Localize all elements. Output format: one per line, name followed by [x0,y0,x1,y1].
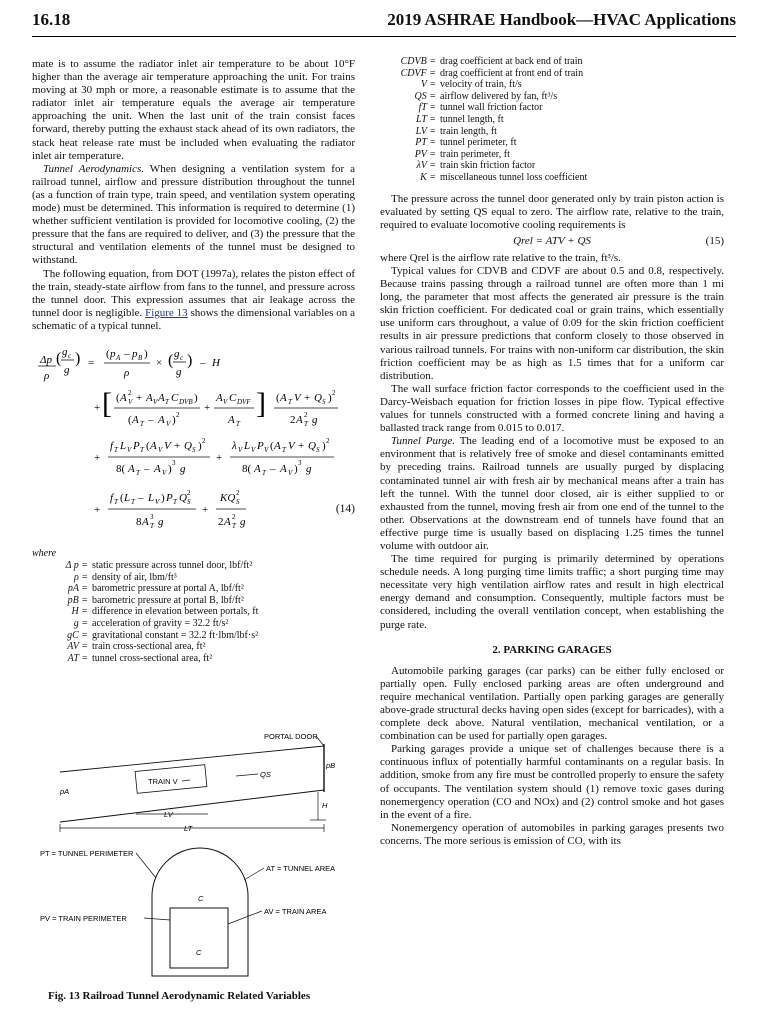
svg-text:–: – [138,491,144,504]
right-column [380,56,724,848]
pb-label: pB [326,761,336,770]
svg-text:g: g [312,413,318,426]
svg-text:V: V [288,468,293,477]
svg-text:(: ( [276,391,280,404]
symbol-key: Δ p = [65,560,88,572]
symbol-desc: train perimeter, ft [440,148,510,160]
svg-text:A: A [224,515,231,528]
svg-text:S: S [192,445,196,454]
symbol-key: g = [73,618,88,630]
at-label: AT = TUNNEL AREA [266,864,336,873]
qs-label: QS [260,770,271,779]
svg-text:2: 2 [176,410,180,419]
svg-text:T: T [131,497,135,506]
svg-text:C: C [229,391,237,404]
train-label: TRAIN V [148,777,178,786]
symbol-desc: static pressure across tunnel door, lbf/ft² [92,560,253,572]
svg-text:): ) [194,391,198,404]
figure-13 [32,728,355,998]
svg-text:–: – [124,347,130,360]
right-paragraph-1: The pressure across the tunnel door generated only by train piston action is evaluated by setting QS equal to zero. The airflow rate, relative to the train, required to evaluate locomotive cooling requirements is [380,192,724,231]
svg-text:DVB: DVB [179,397,193,406]
svg-text:(: ( [56,349,62,367]
svg-text:2: 2 [290,413,296,426]
svg-text:V: V [166,419,171,428]
symbol-desc: drag coefficient at back end of train [440,56,583,67]
svg-text:A: A [158,391,165,404]
svg-text:f: f [110,439,114,452]
svg-text:S: S [236,497,240,506]
tunnel-bottom-line [60,790,324,822]
symbol-key: λV = [416,160,436,172]
svg-text:A: A [142,515,149,528]
figure-13-link[interactable]: Figure 13 [145,306,188,319]
symbol-key: LV = [415,125,436,137]
header-rule [32,36,736,37]
svg-text:3: 3 [172,458,176,467]
symbol-desc: train cross-sectional area, ft² [92,641,206,653]
svg-text:(: ( [168,351,174,369]
svg-text:): ) [328,391,332,404]
portal-door-label: PORTAL DOOR [264,732,318,741]
svg-text:A: A [146,391,153,404]
svg-text:L: L [148,491,155,504]
svg-text:ρ: ρ [124,366,130,379]
svg-text:(: ( [116,391,120,404]
pa-label: pA [60,787,70,796]
svg-text:): ) [168,462,172,475]
left-paragraph-2: Tunnel Aerodynamics. When designing a ventilation system for a railroad tunnel, airflow and pressure distribution throughout the tunnel (as a function of train type, train speed, and ventilation system operating mode) must be determined. This information is required to determine (1) whether sufficient ventilation is provided for locomotive cooling, (2) the pressure that the fans are required to deliver, and (3) the pressure that the structural and ventilation elements of the tunnel must be designed to withstand. [32,162,355,267]
equation-15-number: (15) [705,234,724,247]
symbol-key: pA = [67,583,88,595]
svg-text:2: 2 [218,515,224,528]
symbol-key: K = [420,171,436,183]
svg-text:2: 2 [326,436,330,445]
svg-text:A: A [116,353,121,362]
left-paragraph-3: The following equation, from DOT (1997a), relates the piston effect of the train, steady-state airflow from fans to the tunnel, and pressure across the tunnel door. This expression assumes that air leakage across the tunnel door is negligible. Figure 13 shows the dimensional variables on a schematic of a typical tunnel. [32,267,355,332]
svg-text:8(: 8( [116,462,126,475]
svg-text:g: g [306,462,312,475]
svg-text:T: T [288,397,292,406]
svg-text:=: = [88,356,95,369]
svg-text:): ) [172,413,176,426]
symbol-key: V = [420,79,436,91]
tunnel-schematic [32,728,355,990]
svg-text:A: A [280,391,287,404]
svg-text:T: T [140,445,144,454]
left-symbol-list [32,560,355,664]
svg-text:ρ: ρ [44,369,50,382]
right-paragraph-3: Typical values for CDVB and CDVF are about 0.5 and 0.8, respectively. Because trains passing through a railroad tunnel are often more than 1 mi long, the parameter that most affects the generated air pressure is the train skin friction coefficient. For dedicated coal or grain trains, which essentially use uniform cars throughout, a value of 0.09 for the skin friction coefficient results in air pressure predictions that conform closely to those observed in various railroad tunnels. For trains with non-uniform car distribution, the skin friction coefficient may be as high as 1.5 times that for a uniform car distribution. [380,265,724,382]
section-lead-tunnel-aerodynamics: Tunnel Aerodynamics. [43,162,145,175]
symbol-key: PV = [414,148,436,160]
svg-text:–: – [148,413,154,426]
svg-text:V: V [251,445,256,454]
svg-text:A: A [150,439,157,452]
svg-text:2: 2 [236,488,240,497]
svg-text:+: + [94,451,101,464]
qs-arrow [236,774,258,776]
symbol-key: CDVF = [400,67,436,79]
svg-text:V: V [128,397,133,406]
symbol-desc: airflow delivered by fan, ft³/s [440,90,558,102]
lt-label: LT [184,824,193,833]
symbol-key: AV = [67,641,88,653]
svg-text:8(: 8( [242,462,252,475]
svg-text:8: 8 [136,515,142,528]
h-label: H [322,801,328,810]
svg-text:A: A [158,413,165,426]
svg-text:T: T [165,397,169,406]
svg-text:(: ( [146,439,150,452]
svg-text:V: V [294,391,301,404]
svg-text:+: + [174,439,181,452]
equation-15-text: Qrel = ATV + QS [513,234,591,247]
page-number: 16.18 [32,10,71,29]
symbol-desc: density of air, lbm/ft³ [92,571,177,583]
right-paragraph-4: The wall surface friction factor corresponds to the coefficient used in the Darcy-Weisbach equation for friction losses in pipe flow. Typical effective values for tunnels constructed with a formed concrete lining and having a ballasted track range from 0.015 to 0.017. [380,382,724,435]
svg-text:V: V [162,468,167,477]
svg-text:A: A [128,462,135,475]
symbol-desc: velocity of train, ft/s [440,79,522,91]
svg-text:f: f [110,491,114,504]
svg-text:g: g [180,462,186,475]
svg-text:P: P [257,439,264,452]
svg-text:]: ] [256,386,266,420]
svg-text:Q: Q [179,491,187,504]
svg-text:Q: Q [314,391,322,404]
symbol-key: gC = [67,629,88,641]
svg-text:T: T [304,419,308,428]
symbol-desc: barometric pressure at portal A, lbf/ft² [92,583,244,595]
svg-text:DVF: DVF [237,397,251,406]
svg-text:V: V [223,397,228,406]
symbol-desc: acceleration of gravity = 32.2 ft/s² [92,618,229,630]
svg-text:2: 2 [202,436,206,445]
train-cross-section [170,908,228,968]
svg-text:P: P [133,439,140,452]
section-lead-tunnel-purge: Tunnel Purge. [391,435,456,448]
svg-text:V: V [288,439,295,452]
svg-text:A: A [254,462,261,475]
svg-text:+: + [202,503,209,516]
svg-text:g: g [174,347,180,360]
svg-text:): ) [187,351,193,369]
svg-text:3: 3 [298,458,302,467]
svg-text:B: B [138,353,143,362]
svg-text:V: V [127,445,132,454]
symbol-key: CDVB = [400,56,436,67]
equation-14-graphic [32,333,355,538]
tunnel-top-line [60,746,324,772]
svg-text:+: + [94,503,101,516]
svg-text:+: + [204,401,211,414]
svg-text:–: – [200,356,206,369]
svg-text:(: ( [128,413,132,426]
svg-text:2: 2 [232,512,236,521]
svg-text:V: V [153,397,158,406]
svg-text:T: T [114,497,118,506]
symbol-key: LT = [416,113,436,125]
svg-text:L: L [124,491,131,504]
pv-label: PV = TRAIN PERIMETER [40,914,127,923]
svg-text:2: 2 [332,388,336,397]
symbol-desc: drag coefficient at front end of train [440,67,584,79]
svg-text:g: g [240,515,246,528]
svg-text:S: S [322,397,326,406]
svg-text:p: p [110,347,116,360]
svg-text:p: p [132,347,138,360]
svg-text:(: ( [270,439,274,452]
svg-text:g: g [62,345,68,358]
symbol-key: PT = [415,137,436,149]
tunnel-centerline: C [198,894,204,903]
svg-text:+: + [136,391,143,404]
symbol-desc: gravitational constant = 32.2 ft·lbm/lbf·s² [92,629,259,641]
svg-text:C: C [171,391,179,404]
svg-text:T: T [140,419,144,428]
symbol-key: pB = [67,594,88,606]
svg-text:): ) [144,347,148,360]
symbol-desc: difference in elevation between portals, ft [92,606,259,618]
svg-text:Q: Q [184,439,192,452]
svg-text:A: A [296,413,303,426]
svg-text:2: 2 [304,410,308,419]
right-paragraph-5: Tunnel Purge. The leading end of a locomotive must be exposed to an environment that is relatively free of smoke and diesel contaminants emitted by preceding trains. Railroad tunnels are usually purged by displacing contaminated tunnel air with fresh air by mechanical means after a train has left the tunnel. With the tunnel door closed, air is either supplied to or exhausted from the tunnel, moving fresh air from one end of the tunnel to the other. Observations at the downstream end of tunnels have found that an effective purge time is usually based on displacing 1.25 times the tunnel volume with outdoor air. [380,435,724,552]
av-label: AV = TRAIN AREA [264,907,327,916]
equation-14 [32,333,355,543]
svg-text:Δp: Δp [40,353,52,366]
svg-text:λ: λ [232,439,237,452]
symbol-desc: miscellaneous tunnel loss coefficient [440,171,588,183]
svg-text:A: A [274,439,281,452]
symbol-desc: barometric pressure at portal B, lbf/ft² [92,594,244,606]
right-paragraph-8: Parking garages provide a unique set of challenges because there is a continuous influx of potentially harmful contaminants on a regular basis. In addition, smoke from any fire must be controlled properly to ensure the safety of occupants. The ventilation system should (1) remove toxic gases during nonemergency operation (CO and NOx) and (2) control smoke and hot gases in the event of a fire. [380,743,724,821]
svg-text:L: L [120,439,127,452]
svg-text:T: T [150,521,154,530]
svg-text:c: c [180,353,184,362]
symbol-key: fT = [418,102,436,114]
svg-text:g: g [176,365,182,378]
svg-text:S: S [187,497,191,506]
pt-label: PT = TUNNEL PERIMETER [40,849,134,858]
svg-text:A: A [216,391,223,404]
symbol-desc: tunnel wall friction factor [440,102,543,114]
svg-text:V: V [158,445,163,454]
where-label: where [32,547,57,559]
svg-text:L: L [244,439,251,452]
symbol-desc: tunnel perimeter, ft [440,137,517,149]
svg-text:[: [ [102,386,112,420]
svg-text:A: A [280,462,287,475]
symbol-desc: train skin friction factor [440,160,536,172]
svg-text:2: 2 [187,488,191,497]
right-symbol-list [380,56,724,184]
svg-text:V: V [155,497,160,506]
right-paragraph-2: where Qrel is the airflow rate relative to the train, ft³/s. [380,251,621,264]
right-paragraph-7: Automobile parking garages (car parks) can be either fully enclosed or partially open. Fully enclosed parking areas are often underground and require mechanical ventilation. Partially open parking garages are generally above-grade structural decks having open sides (except for barricades), with a complete deck above. Natural ventilation, mechanical ventilation, or a combination can be used for partially open garages. [380,664,724,743]
svg-text:T: T [262,468,266,477]
svg-text:): ) [75,349,81,367]
svg-text:): ) [294,462,298,475]
right-paragraph-9: Nonemergency operation of automobiles in parking garages presents two concerns. The more serious is emission of CO, with its [380,821,724,847]
svg-text:g: g [158,515,164,528]
svg-text:+: + [216,451,223,464]
svg-text:c: c [68,351,72,360]
symbol-desc: tunnel length, ft [440,113,504,125]
svg-text:A: A [120,391,127,404]
section-heading-parking-garages: 2. PARKING GARAGES [492,643,612,656]
svg-text:H: H [212,356,220,369]
svg-text:T: T [114,445,118,454]
lv-label: LV [164,810,173,819]
symbol-desc: tunnel cross-sectional area, ft² [92,652,213,664]
svg-text:): ) [161,491,165,504]
right-paragraph-6: The time required for purging is primarily determined by operations schedule needs. A long purging time limits traffic; a short purging time may necessitate very high ventilation airflow rates and result in high electrical energy demand and consumption. Consequently, multiple factors must be considered, including the overall ventilation concept, when establishing the purge rate. [380,553,724,631]
svg-text:T: T [236,419,240,428]
svg-text:V: V [238,445,243,454]
left-column [32,58,355,664]
equation-14-number: (14) [335,502,355,515]
svg-text:P: P [166,491,173,504]
svg-text:–: – [144,462,150,475]
svg-text:): ) [198,439,202,452]
train-centerline: C [196,948,202,957]
svg-text:V: V [264,445,269,454]
svg-text:A: A [132,413,139,426]
figure-13-caption: Fig. 13 Railroad Tunnel Aerodynamic Related Variables [48,990,311,1002]
svg-text:(: ( [120,491,124,504]
running-title: 2019 ASHRAE Handbook—HVAC Applications [387,10,736,29]
watermark [0,500,8,520]
svg-text:T: T [173,497,177,506]
symbol-key: H = [71,606,88,618]
svg-text:3: 3 [150,512,154,521]
svg-text:+: + [298,439,305,452]
page-header [32,10,736,36]
symbol-key: ρ = [73,571,88,583]
svg-text:A: A [154,462,161,475]
svg-text:2: 2 [128,388,132,397]
svg-text:A: A [228,413,235,426]
svg-text:S: S [316,445,320,454]
svg-text:T: T [136,468,140,477]
svg-text:g: g [64,363,70,376]
svg-text:V: V [164,439,171,452]
equation-15 [380,235,724,248]
svg-text:Q: Q [308,439,316,452]
svg-text:+: + [94,401,101,414]
svg-text:(: ( [106,347,110,360]
svg-text:T: T [232,521,236,530]
svg-text:–: – [270,462,276,475]
symbol-key: QS = [414,90,436,102]
svg-text:): ) [322,439,326,452]
svg-text:KQ: KQ [220,491,236,504]
svg-text:+: + [304,391,311,404]
svg-text:×: × [156,356,163,369]
symbol-desc: train length, ft [440,125,497,137]
symbol-key: AT = [67,652,88,664]
svg-text:T: T [282,445,286,454]
left-paragraph-1: mate is to assume the radiator inlet air temperature to be about 10°F higher than the average air temperature approaching the unit. For trains moving at 30 mph or more, a reasonable estimate is to assume that the radiator inlet air temperature equals the average air temperature approaching the unit. When the last unit of the train consist faces forward, thereby putting the exhaust stack ahead of its own radiators, the stack heat release rate must be included when evaluating the radiator inlet air temperature. [32,58,355,162]
